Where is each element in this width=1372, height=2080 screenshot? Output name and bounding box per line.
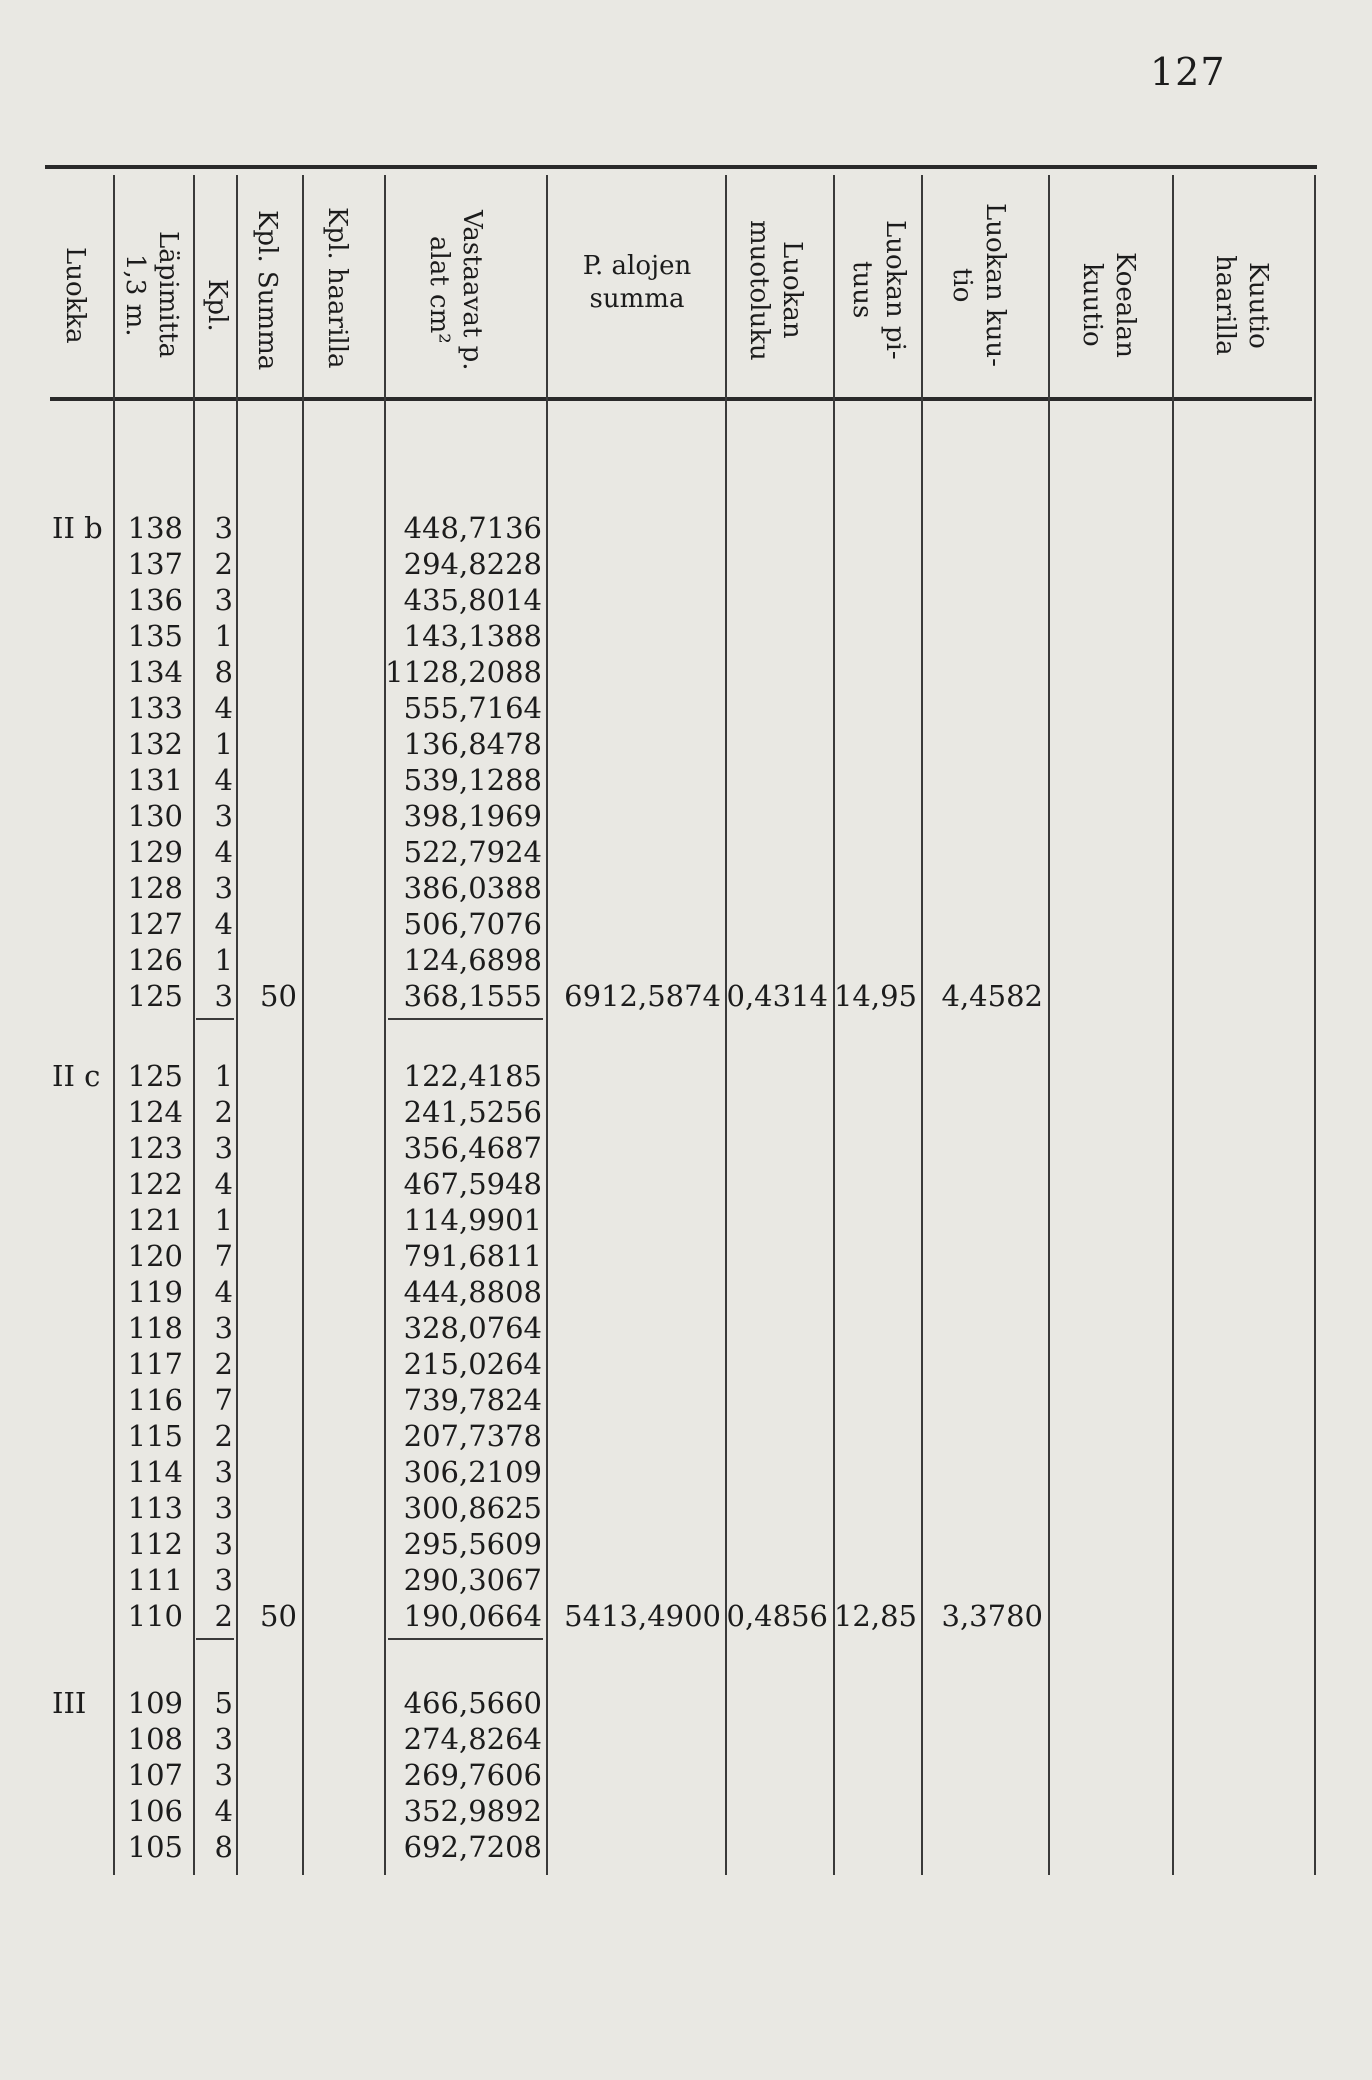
count-cell: 3	[214, 1563, 233, 1597]
area-cell: 241,5256	[403, 1095, 542, 1129]
count-cell: 1	[214, 1059, 233, 1093]
diameter-cell: 117	[127, 1347, 183, 1381]
sum-underline	[388, 1638, 543, 1640]
count-cell: 2	[214, 1347, 233, 1381]
header-p-alojen-line1: P. alojen	[582, 251, 692, 281]
diameter-cell: 138	[127, 511, 183, 545]
class-label: II c	[52, 1059, 101, 1093]
diameter-cell: 131	[127, 763, 183, 797]
count-cell: 4	[214, 835, 233, 869]
count-cell: 1	[214, 1203, 233, 1237]
count-cell: 4	[214, 1794, 233, 1828]
sum-underline	[388, 1018, 543, 1020]
page-number: 127	[1150, 50, 1226, 94]
header-vastaavat-line1: Vastaavat p.	[457, 209, 487, 371]
count-cell: 1	[214, 727, 233, 761]
kuutio-cell: 3,3780	[941, 1599, 1043, 1633]
diameter-cell: 123	[127, 1131, 183, 1165]
count-cell: 3	[214, 1722, 233, 1756]
area-cell: 136,8478	[403, 727, 542, 761]
header-lapimitta-line2: 1,3 m.	[120, 253, 150, 337]
area-cell: 215,0264	[403, 1347, 542, 1381]
area-cell: 122,4185	[403, 1059, 542, 1093]
area-cell: 306,2109	[403, 1455, 542, 1489]
area-cell: 269,7606	[403, 1758, 542, 1792]
diameter-cell: 121	[127, 1203, 183, 1237]
area-cell: 290,3067	[403, 1563, 542, 1597]
diameter-cell: 127	[127, 907, 183, 941]
area-cell: 555,7164	[403, 691, 542, 725]
count-cell: 4	[214, 691, 233, 725]
header-p-alojen	[550, 250, 724, 316]
kuutio-cell: 4,4582	[941, 979, 1043, 1013]
diameter-cell: 108	[127, 1722, 183, 1756]
header-kuutio-line2: tio	[947, 267, 977, 303]
count-cell: 3	[214, 1758, 233, 1792]
area-cell: 328,0764	[403, 1311, 542, 1345]
header-kuutio-haarilla-line1: Kuutio	[1243, 261, 1273, 349]
p-alojen-summa-cell: 5413,4900	[564, 1599, 721, 1633]
diameter-cell: 111	[127, 1563, 183, 1597]
diameter-cell: 125	[127, 1059, 183, 1093]
sum-underline	[196, 1638, 234, 1640]
diameter-cell: 106	[127, 1794, 183, 1828]
count-cell: 8	[214, 1830, 233, 1864]
area-cell: 274,8264	[403, 1722, 542, 1756]
diameter-cell: 125	[127, 979, 183, 1013]
count-cell: 7	[214, 1239, 233, 1273]
header-vastaavat-line2: alat cm²	[424, 236, 454, 344]
count-cell: 3	[214, 979, 233, 1013]
count-cell: 4	[214, 1275, 233, 1309]
count-cell: 3	[214, 511, 233, 545]
muotoluku-cell: 0,4314	[726, 979, 828, 1013]
header-lapimitta	[118, 205, 184, 385]
diameter-cell: 112	[127, 1527, 183, 1561]
col-divider	[1314, 175, 1316, 1875]
count-cell: 3	[214, 1527, 233, 1561]
header-luokka: Luokka	[60, 246, 90, 344]
count-cell: 8	[214, 655, 233, 689]
diameter-cell: 113	[127, 1491, 183, 1525]
class-label: III	[52, 1686, 87, 1720]
diameter-cell: 118	[127, 1311, 183, 1345]
area-cell: 435,8014	[403, 583, 542, 617]
diameter-cell: 124	[127, 1095, 183, 1129]
diameter-cell: 110	[127, 1599, 183, 1633]
diameter-cell: 134	[127, 655, 183, 689]
count-cell: 3	[214, 799, 233, 833]
sum-underline	[196, 1018, 234, 1020]
count-cell: 4	[214, 1167, 233, 1201]
area-cell: 190,0664	[403, 1599, 542, 1633]
diameter-cell: 120	[127, 1239, 183, 1273]
count-cell: 5	[214, 1686, 233, 1720]
area-cell: 295,5609	[403, 1527, 542, 1561]
area-cell: 300,8625	[403, 1491, 542, 1525]
table-top-rule	[45, 165, 1317, 169]
diameter-cell: 109	[127, 1686, 183, 1720]
area-cell: 1128,2088	[385, 655, 542, 689]
area-cell: 207,7378	[403, 1419, 542, 1453]
diameter-cell: 114	[127, 1455, 183, 1489]
diameter-cell: 135	[127, 619, 183, 653]
pituus-cell: 14,95	[833, 979, 917, 1013]
area-cell: 448,7136	[403, 511, 542, 545]
diameter-cell: 128	[127, 871, 183, 905]
area-cell: 386,0388	[403, 871, 542, 905]
diameter-cell: 133	[127, 691, 183, 725]
area-cell: 356,4687	[403, 1131, 542, 1165]
col-divider	[1172, 175, 1174, 1875]
diameter-cell: 122	[127, 1167, 183, 1201]
area-cell: 294,8228	[403, 547, 542, 581]
count-cell: 3	[214, 871, 233, 905]
header-koealan	[1075, 225, 1141, 385]
count-cell: 3	[214, 1491, 233, 1525]
header-kpl-summa: Kpl. Summa	[252, 209, 282, 371]
header-kpl-haarilla: Kpl. haarilla	[322, 206, 352, 369]
diameter-cell: 115	[127, 1419, 183, 1453]
class-label: II b	[52, 511, 103, 545]
count-cell: 4	[214, 763, 233, 797]
header-muotoluku-line2: muotoluku	[744, 219, 774, 361]
muotoluku-cell: 0,4856	[726, 1599, 828, 1633]
table-header-rule	[50, 397, 1312, 401]
header-pituus-line1: Luokan pi-	[880, 220, 910, 360]
diameter-cell: 116	[127, 1383, 183, 1417]
p-alojen-summa-cell: 6912,5874	[564, 979, 721, 1013]
diameter-cell: 129	[127, 835, 183, 869]
diameter-cell: 126	[127, 943, 183, 977]
header-muotoluku	[742, 200, 808, 380]
diameter-cell: 105	[127, 1830, 183, 1864]
area-cell: 124,6898	[403, 943, 542, 977]
header-muotoluku-line1: Luokan	[777, 241, 807, 339]
diameter-cell: 130	[127, 799, 183, 833]
diameter-cell: 107	[127, 1758, 183, 1792]
header-kuutio-haarilla	[1208, 225, 1274, 385]
col-divider	[302, 175, 304, 1875]
count-cell: 2	[214, 1095, 233, 1129]
header-koealan-line1: Koealan	[1110, 252, 1140, 358]
count-cell: 3	[214, 1131, 233, 1165]
header-p-alojen-line2: summa	[589, 284, 685, 314]
count-cell: 4	[214, 907, 233, 941]
area-cell: 739,7824	[403, 1383, 542, 1417]
count-cell: 2	[214, 1599, 233, 1633]
area-cell: 467,5948	[403, 1167, 542, 1201]
area-cell: 143,1388	[403, 619, 542, 653]
pituus-cell: 12,85	[833, 1599, 917, 1633]
count-cell: 2	[214, 547, 233, 581]
header-pituus	[845, 195, 911, 385]
area-cell: 398,1969	[403, 799, 542, 833]
header-pituus-line2: tuus	[847, 261, 877, 319]
col-divider	[1048, 175, 1050, 1875]
header-kuutio-line1: Luokan kuu-	[980, 203, 1010, 367]
diameter-cell: 119	[127, 1275, 183, 1309]
count-cell: 1	[214, 619, 233, 653]
count-cell: 3	[214, 1455, 233, 1489]
diameter-cell: 136	[127, 583, 183, 617]
area-cell: 522,7924	[403, 835, 542, 869]
area-cell: 466,5660	[403, 1686, 542, 1720]
col-divider	[236, 175, 238, 1875]
header-kuutio-haarilla-line2: haarilla	[1210, 254, 1240, 356]
area-cell: 506,7076	[403, 907, 542, 941]
kpl-summa-cell: 50	[260, 1599, 297, 1633]
area-cell: 444,8808	[403, 1275, 542, 1309]
header-kuutio	[945, 180, 1011, 390]
count-cell: 1	[214, 943, 233, 977]
diameter-cell: 132	[127, 727, 183, 761]
kpl-summa-cell: 50	[260, 979, 297, 1013]
area-cell: 114,9901	[403, 1203, 542, 1237]
header-vastaavat	[422, 190, 488, 390]
count-cell: 7	[214, 1383, 233, 1417]
area-cell: 692,7208	[403, 1830, 542, 1864]
area-cell: 791,6811	[403, 1239, 542, 1273]
diameter-cell: 137	[127, 547, 183, 581]
header-kpl: Kpl.	[202, 278, 232, 332]
count-cell: 3	[214, 583, 233, 617]
area-cell: 368,1555	[403, 979, 542, 1013]
count-cell: 2	[214, 1419, 233, 1453]
header-koealan-line2: kuutio	[1077, 263, 1107, 347]
area-cell: 539,1288	[403, 763, 542, 797]
area-cell: 352,9892	[403, 1794, 542, 1828]
header-lapimitta-line1: Läpimitta	[153, 231, 183, 359]
count-cell: 3	[214, 1311, 233, 1345]
